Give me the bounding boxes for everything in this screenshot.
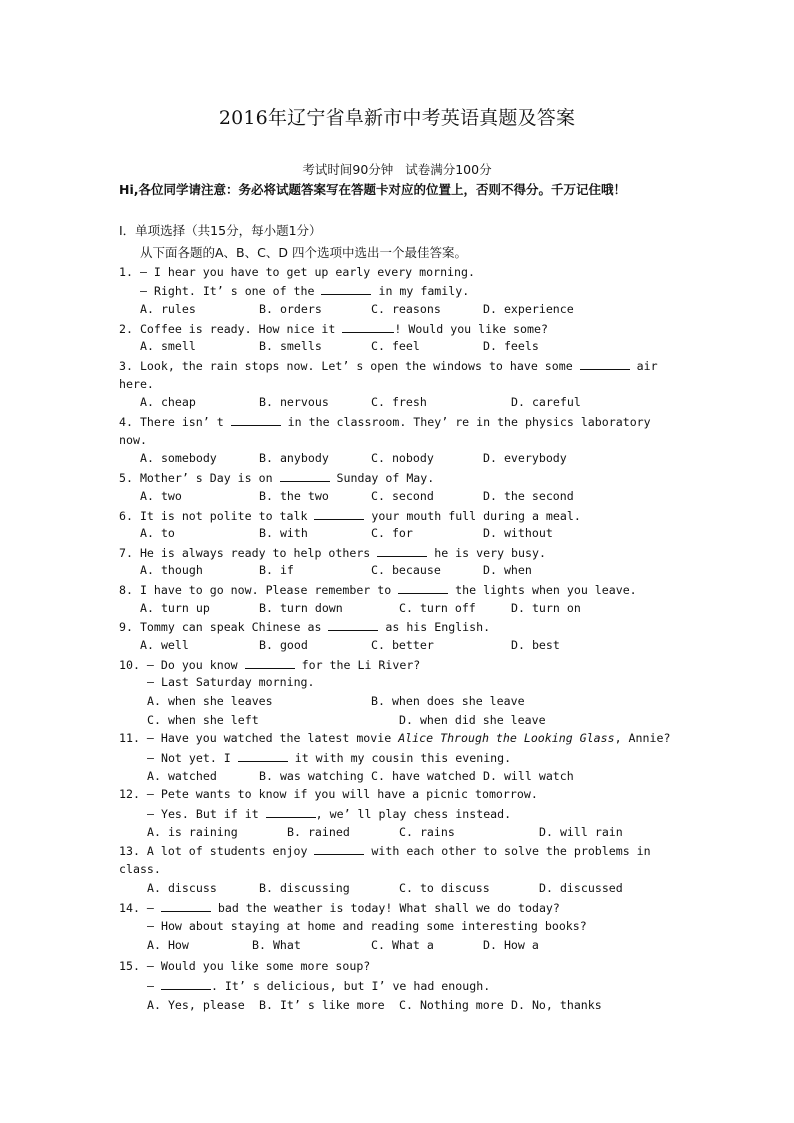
option-a: A. two <box>140 489 182 503</box>
question-3-stem <box>119 356 658 375</box>
option-b: B. if <box>259 563 294 577</box>
question-10-options-row-2 <box>147 711 546 730</box>
option-a: A. How <box>147 938 189 952</box>
question-10-text-a: 10. — Do you know <box>119 658 245 672</box>
question-10-text-b: for the Li River? <box>294 658 421 672</box>
option-b: B. It’ s like more <box>259 998 385 1012</box>
option-a: A. smell <box>140 339 196 353</box>
question-13-text-a: 13. A lot of students enjoy <box>119 844 315 858</box>
answer-blank <box>231 412 281 426</box>
question-12-text-b: , we’ ll play chess instead. <box>315 807 512 821</box>
option-d: D. discussed <box>539 881 623 895</box>
question-2-text-a: 2. Coffee is ready. How nice it <box>119 322 343 336</box>
option-c: C. have watched <box>371 769 476 783</box>
question-5-options <box>140 487 574 506</box>
question-1-line-2 <box>140 281 469 300</box>
question-12-options <box>147 823 623 842</box>
question-13-options <box>147 879 623 898</box>
option-c: C. fresh <box>371 395 427 409</box>
answer-blank <box>321 281 371 295</box>
question-12-line-1: 12. — Pete wants to know if you will have a picnic tomorrow. <box>119 787 538 801</box>
option-d: D. everybody <box>483 451 567 465</box>
answer-blank <box>245 655 295 669</box>
option-c: C. feel <box>371 339 420 353</box>
option-a: A. discuss <box>147 881 217 895</box>
option-a: A. when she leaves <box>147 694 273 708</box>
option-a: A. somebody <box>140 451 217 465</box>
option-d: D. experience <box>483 302 574 316</box>
option-c: C. turn off <box>399 601 476 615</box>
option-d: D. feels <box>483 339 539 353</box>
option-a: A. turn up <box>140 601 210 615</box>
option-c: C. rains <box>399 825 455 839</box>
question-9-text-a: 9. Tommy can speak Chinese as <box>119 620 329 634</box>
option-d: D. turn on <box>511 601 581 615</box>
option-a: A. is raining <box>147 825 238 839</box>
option-c: C. nobody <box>371 451 434 465</box>
question-7-stem <box>119 543 546 562</box>
section-heading: Ⅰ．单项选择（共15分，每小题1分） <box>119 223 322 238</box>
question-10-line-1 <box>119 655 420 674</box>
exam-title: 2016年辽宁省阜新市中考英语真题及答案 <box>218 107 576 129</box>
option-b: B. turn down <box>259 601 343 615</box>
question-14-line-2: — How about staying at home and reading some interesting books? <box>147 919 587 933</box>
option-b: B. discussing <box>259 881 350 895</box>
option-d: D. No, thanks <box>511 998 602 1012</box>
question-9-stem <box>119 617 490 636</box>
option-b: B. What <box>252 938 301 952</box>
option-d: D. without <box>483 526 553 540</box>
question-6-stem <box>119 506 581 525</box>
question-11-text-d: it with my cousin this evening. <box>287 751 512 765</box>
answer-blank <box>238 748 288 762</box>
option-c: C. better <box>371 638 434 652</box>
question-15-options <box>147 996 602 1015</box>
question-12-line-2 <box>147 804 511 823</box>
question-3-text-b: air <box>629 359 658 373</box>
option-a: A. well <box>140 638 189 652</box>
movie-title: Alice Through the Looking Glass <box>398 731 615 745</box>
question-5-text-a: 5. Mother’ s Day is on <box>119 471 280 485</box>
option-d: D. when <box>483 563 532 577</box>
option-d: D. will rain <box>539 825 623 839</box>
question-1-text-a: — Right. It’ s one of the <box>140 284 322 298</box>
question-12-text-a: — Yes. But if it <box>147 807 266 821</box>
option-a: A. Yes, please <box>147 998 245 1012</box>
answer-blank <box>328 617 378 631</box>
question-8-stem <box>119 580 637 599</box>
question-4-stem-wrap: now. <box>119 433 147 447</box>
option-c: C. for <box>371 526 413 540</box>
exam-subtitle: 考试时间90分钟 试卷满分100分 <box>302 162 492 177</box>
answer-blank <box>342 319 394 333</box>
question-7-text-b: he is very busy. <box>427 546 546 560</box>
question-8-text-b: the lights when you leave. <box>448 583 637 597</box>
question-6-options <box>140 524 553 543</box>
question-7-text-a: 7. He is always ready to help others <box>119 546 378 560</box>
question-14-text-a: 14. — <box>119 901 161 915</box>
option-b: B. rained <box>287 825 350 839</box>
option-a: A. watched <box>147 769 217 783</box>
question-14-line-1 <box>119 898 560 917</box>
option-b: B. smells <box>259 339 322 353</box>
question-11-line-2 <box>147 748 511 767</box>
question-15-text-a: — <box>147 979 161 993</box>
question-10-line-2: — Last Saturday morning. <box>147 675 315 689</box>
option-b: B. with <box>259 526 308 540</box>
question-8-text-a: 8. I have to go now. Please remember to <box>119 583 399 597</box>
exam-notice: Hi,各位同学请注意：务必将试题答案写在答题卡对应的位置上，否则不得分。千万记住哦！ <box>119 182 626 197</box>
question-13-stem <box>119 841 651 860</box>
option-a: A. though <box>140 563 203 577</box>
answer-blank <box>377 543 427 557</box>
question-15-text-b: . It’ s delicious, but I’ ve had enough. <box>210 979 491 993</box>
option-c: C. Nothing more <box>399 998 504 1012</box>
question-4-stem <box>119 412 651 431</box>
question-14-text-b: bad the weather is today! What shall we do today? <box>210 901 560 915</box>
answer-blank <box>580 356 630 370</box>
question-3-options <box>140 393 581 412</box>
question-1-text-b: in my family. <box>371 284 470 298</box>
question-15-line-1: 15. — Would you like some more soup? <box>119 959 371 973</box>
answer-blank <box>398 580 448 594</box>
question-11-text-a: 11. — Have you watched the latest movie <box>119 731 399 745</box>
question-4-options <box>140 449 567 468</box>
option-a: A. to <box>140 526 175 540</box>
question-9-text-b: as his English. <box>378 620 491 634</box>
option-b: B. when does she leave <box>371 694 525 708</box>
answer-blank <box>314 841 364 855</box>
option-b: B. the two <box>259 489 329 503</box>
option-d: D. will watch <box>483 769 574 783</box>
question-1-line-1: 1. — I hear you have to get up early every morning. <box>119 265 475 279</box>
question-4-text-b: in the classroom. They’ re in the physics laboratory <box>280 415 651 429</box>
answer-blank <box>314 506 364 520</box>
option-c: C. because <box>371 563 441 577</box>
option-c: C. to discuss <box>399 881 490 895</box>
section-instruction: 从下面各题的A、B、C、D 四个选项中选出一个最佳答案。 <box>140 245 467 260</box>
option-d: D. How a <box>483 938 539 952</box>
question-2-options <box>140 337 539 356</box>
question-11-options <box>147 767 574 786</box>
question-1-options <box>140 300 574 319</box>
option-b: B. orders <box>259 302 322 316</box>
question-13-stem-wrap: class. <box>119 862 161 876</box>
question-5-stem <box>119 468 434 487</box>
question-8-options <box>140 599 581 618</box>
question-11-text-c: — Not yet. I <box>147 751 238 765</box>
option-d: D. when did she leave <box>399 713 546 727</box>
question-3-stem-wrap: here. <box>119 377 154 391</box>
option-c: C. when she left <box>147 713 259 727</box>
question-5-text-b: Sunday of May. <box>329 471 435 485</box>
question-6-text-b: your mouth full during a meal. <box>364 509 581 523</box>
option-b: B. nervous <box>259 395 329 409</box>
question-10-options-row-1 <box>147 692 525 711</box>
option-d: D. careful <box>511 395 581 409</box>
option-d: D. the second <box>483 489 574 503</box>
question-2-text-b: ! Would you like some? <box>394 322 548 336</box>
question-2-stem <box>119 319 548 338</box>
answer-blank <box>161 976 211 990</box>
option-c: C. second <box>371 489 434 503</box>
answer-blank <box>161 898 211 912</box>
question-13-text-b: with each other to solve the problems in <box>364 844 651 858</box>
option-c: C. What a <box>371 938 434 952</box>
option-d: D. best <box>511 638 560 652</box>
question-15-line-2 <box>147 976 490 995</box>
answer-blank <box>280 468 330 482</box>
question-11-text-b: , Annie? <box>614 731 671 745</box>
option-b: B. anybody <box>259 451 329 465</box>
option-c: C. reasons <box>371 302 441 316</box>
question-7-options <box>140 561 532 580</box>
question-4-text-a: 4. There isn’ t <box>119 415 231 429</box>
option-a: A. cheap <box>140 395 196 409</box>
option-b: B. was watching <box>259 769 364 783</box>
question-11-line-1 <box>119 729 670 748</box>
question-14-options <box>147 936 539 955</box>
question-6-text-a: 6. It is not polite to talk <box>119 509 315 523</box>
answer-blank <box>266 804 316 818</box>
option-b: B. good <box>259 638 308 652</box>
question-9-options <box>140 636 560 655</box>
option-a: A. rules <box>140 302 196 316</box>
question-3-text-a: 3. Look, the rain stops now. Let’ s open the windows to have some <box>119 359 580 373</box>
